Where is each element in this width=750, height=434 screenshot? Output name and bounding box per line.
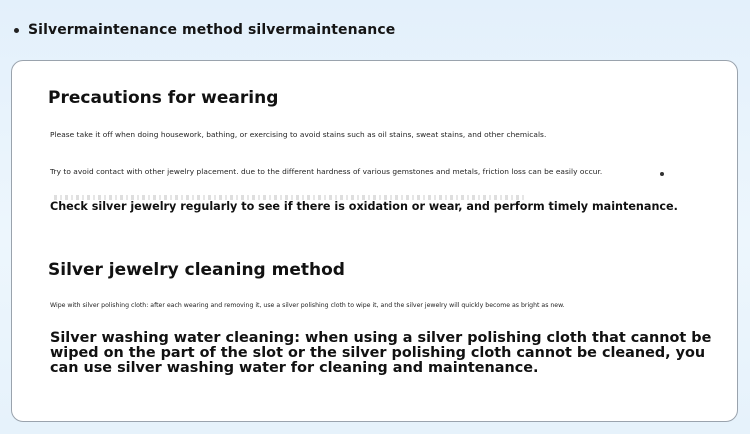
precaution-item-1: Please take it off when doing housework, bathing, or exercising to avoid stains such as oil stains, sweat stains, and other chemicals. [50, 130, 547, 139]
page-header [14, 22, 395, 38]
content-card [11, 60, 738, 422]
bullet-icon [14, 28, 19, 33]
cleaning-item-1: Wipe with silver polishing cloth: after each wearing and removing it, use a silver polishing cloth to wipe it, and the silver jewelry will quickly become as bright as new. [50, 302, 565, 309]
stray-dot [660, 172, 664, 176]
page-title: Silvermaintenance method silvermaintenance [28, 22, 396, 38]
cleaning-item-2: Silver washing water cleaning: when using a silver polishing cloth that cannot be wiped on the part of the slot or the silver polishing cloth cannot be cleaned, you can use silver washing water for cleaning and maintenance. [50, 330, 712, 376]
precaution-item-2: Try to avoid contact with other jewelry placement. due to the different hardness of various gemstones and metals, friction loss can be easily occur. [50, 167, 603, 176]
precaution-item-3: Check silver jewelry regularly to see if there is oxidation or wear, and perform timely maintenance. [50, 200, 678, 213]
cleaning-title: Silver jewelry cleaning method [48, 260, 345, 280]
precautions-title: Precautions for wearing [48, 88, 279, 108]
